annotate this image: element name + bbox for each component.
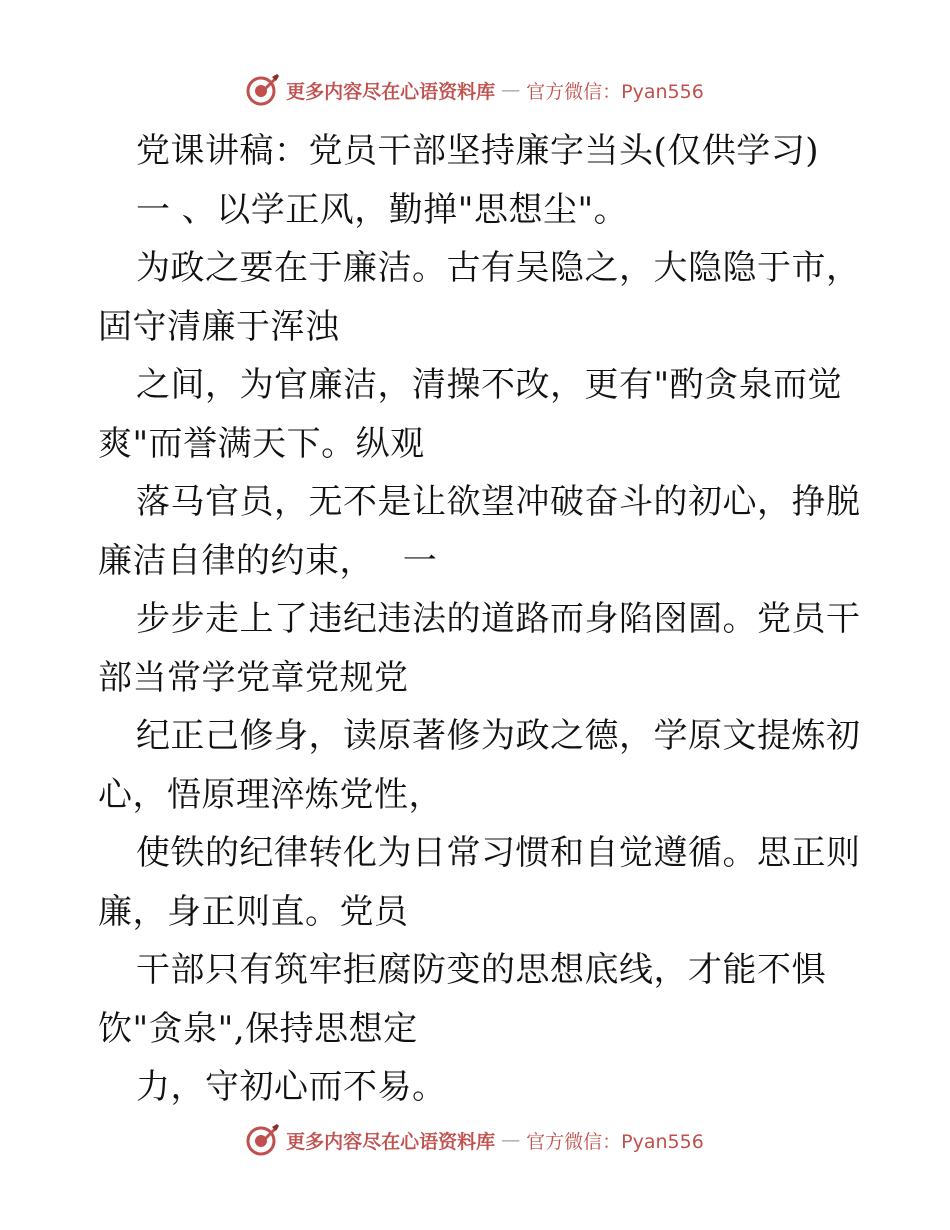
paragraph-line: 落马官员，无不是让欲望冲破奋斗的初心，挣脱 — [136, 482, 861, 522]
paragraph-line: 干部只有筑牢拒腐防变的思想底线，才能不惧 — [136, 950, 826, 990]
paragraph-line: 爽"而誉满天下。纵观 — [98, 423, 425, 464]
paragraph-line: 心，悟原理淬炼党性， — [98, 774, 443, 815]
quill-seal-icon — [246, 73, 280, 107]
footer-banner — [0, 1120, 950, 1160]
banner-separator: — — [501, 1129, 521, 1151]
banner-site-text: 更多内容尽在心语资料库 — [286, 80, 496, 103]
banner-wechat-text: 官方微信：Pyan556 — [526, 1130, 704, 1153]
paragraph-line: 廉洁自律的约束， 一 — [98, 540, 438, 581]
paragraph-line: 为政之要在于廉洁。古有吴隐之，大隐隐于市， — [136, 248, 861, 288]
quill-seal-icon — [246, 1123, 280, 1157]
section-heading: 一 、以学正风，勤掸"思想尘"。 — [136, 189, 629, 230]
header-banner — [0, 70, 950, 110]
paragraph-line: 步步走上了违纪违法的道路而身陷囹圄。党员干 — [136, 599, 861, 639]
paragraph-line: 纪正己修身，读原著修为政之德，学原文提炼初 — [136, 716, 861, 756]
paragraph-line: 固守清廉于浑浊 — [98, 306, 340, 347]
paragraph-line: 部当常学党章党规党 — [98, 657, 409, 698]
paragraph-line: 力，守初心而不易。 — [136, 1067, 447, 1107]
paragraph-line: 廉，身正则直。党员 — [98, 891, 409, 932]
banner-wechat-text: 官方微信：Pyan556 — [526, 80, 704, 103]
paragraph-line: 使铁的纪律转化为日常习惯和自觉遵循。思正则 — [136, 833, 861, 873]
paragraph-line: 饮"贪泉",保持思想定 — [98, 1008, 418, 1049]
banner-site-text: 更多内容尽在心语资料库 — [286, 1130, 496, 1153]
banner-separator: — — [501, 79, 521, 101]
paragraph-line: 之间，为官廉洁，清操不改，更有"酌贪泉而觉 — [136, 365, 843, 405]
document-body — [98, 122, 861, 1117]
doc-title: 党课讲稿：党员干部坚持廉字当头(仅供学习) — [136, 131, 820, 171]
